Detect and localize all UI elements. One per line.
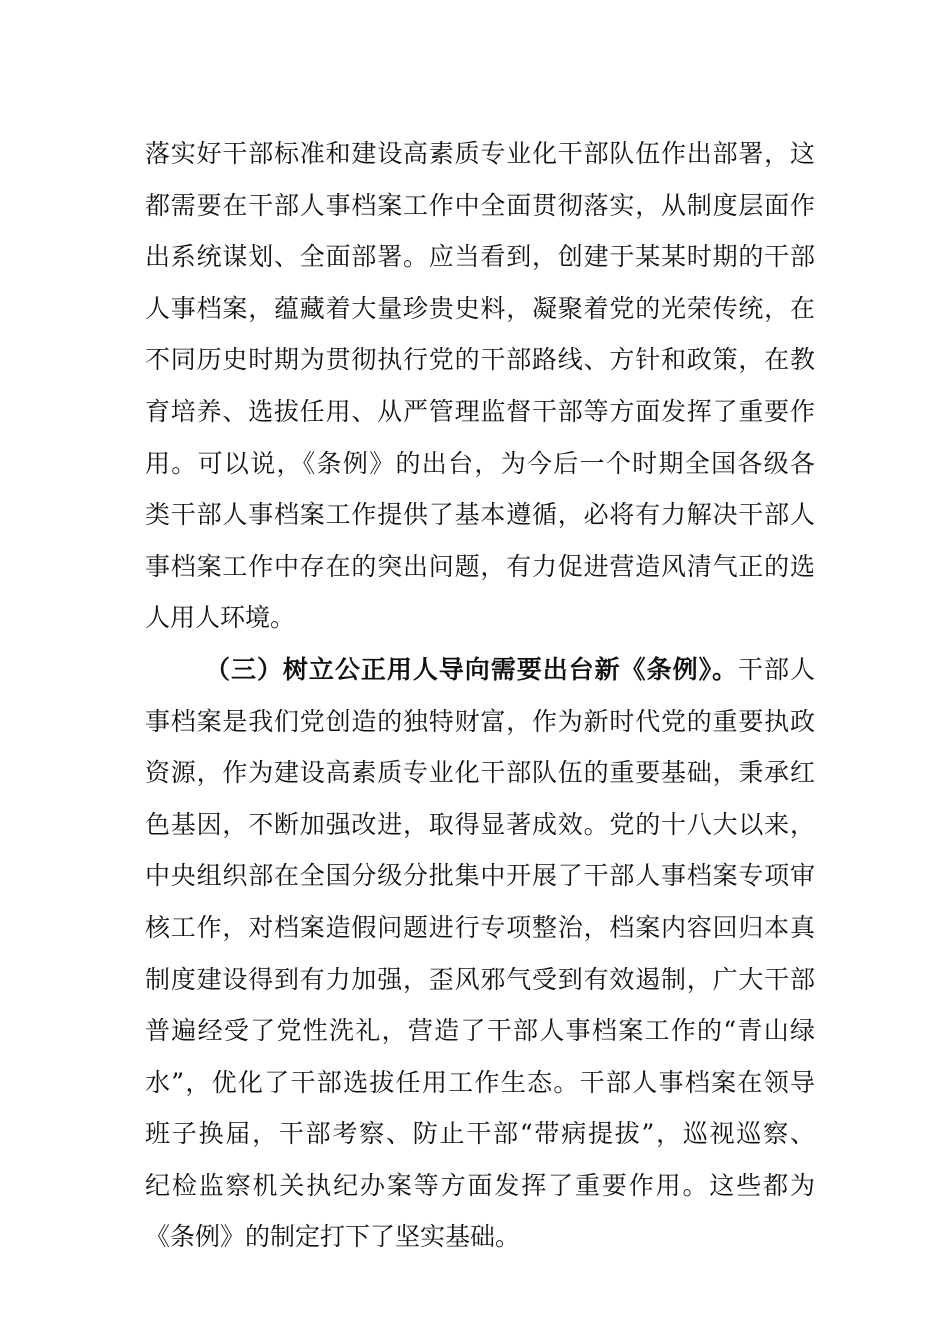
document-body — [145, 128, 815, 1263]
paragraph-1-line-10: 人用人环境。 — [145, 603, 296, 633]
section-heading: （三）树立公正用人导向需要出台新《条例》。 — [205, 654, 739, 684]
paragraph-1-line-7: 用。可以说，《条例》的出台，为今后一个时期全国各级各 — [145, 448, 815, 478]
paragraph-2-line-1 — [145, 644, 815, 696]
paragraph-2-line-6: 核工作，对档案造假问题进行专项整治，档案内容回归本真 — [145, 912, 815, 942]
paragraph-2-line-12: 《条例》的制定打下了坚实基础。 — [145, 1222, 521, 1252]
paragraph-1-line-8: 类干部人事档案工作提供了基本遵循，必将有力解决干部人 — [145, 500, 815, 530]
paragraph-1-line-3: 出系统谋划、全面部署。应当看到，创建于某某时期的干部 — [145, 242, 815, 272]
paragraph-2-first-line-text: 干部人 — [738, 654, 815, 684]
paragraph-2-line-10: 班子换届，干部考察、防止干部“带病提拔”，巡视巡察、 — [145, 1119, 815, 1149]
paragraph-1-line-9: 事档案工作中存在的突出问题，有力促进营造风清气正的选 — [145, 551, 815, 581]
paragraph-2-line-11: 纪检监察机关执纪办案等方面发挥了重要作用。这些都为 — [145, 1170, 815, 1200]
paragraph-2-line-9: 水”，优化了干部选拔任用工作生态。干部人事档案在领导 — [145, 1067, 815, 1097]
paragraph-1 — [145, 128, 815, 644]
paragraph-1-line-4: 人事档案，蕴藏着大量珍贵史料，凝聚着党的光荣传统，在 — [145, 293, 815, 323]
paragraph-1-line-5: 不同历史时期为贯彻执行党的干部路线、方针和政策，在教 — [145, 345, 815, 375]
paragraph-2-line-3: 资源，作为建设高素质专业化干部队伍的重要基础，秉承红 — [145, 758, 815, 788]
paragraph-1-line-6: 育培养、选拔任用、从严管理监督干部等方面发挥了重要作 — [145, 396, 815, 426]
paragraph-1-line-1: 落实好干部标准和建设高素质专业化干部队伍作出部署，这 — [145, 139, 815, 168]
paragraph-2-line-4: 色基因，不断加强改进，取得显著成效。党的十八大以来， — [145, 809, 815, 839]
paragraph-2-line-8: 普遍经受了党性洗礼，营造了干部人事档案工作的“青山绿 — [145, 1016, 815, 1046]
paragraph-2 — [145, 644, 815, 1263]
paragraph-2-line-5: 中央组织部在全国分级分批集中开展了干部人事档案专项审 — [145, 861, 815, 891]
paragraph-2-line-2: 事档案是我们党创造的独特财富，作为新时代党的重要执政 — [145, 706, 815, 736]
paragraph-2-line-7: 制度建设得到有力加强，歪风邪气受到有效遏制，广大干部 — [145, 964, 815, 994]
paragraph-1-line-2: 都需要在干部人事档案工作中全面贯彻落实，从制度层面作 — [145, 190, 815, 220]
